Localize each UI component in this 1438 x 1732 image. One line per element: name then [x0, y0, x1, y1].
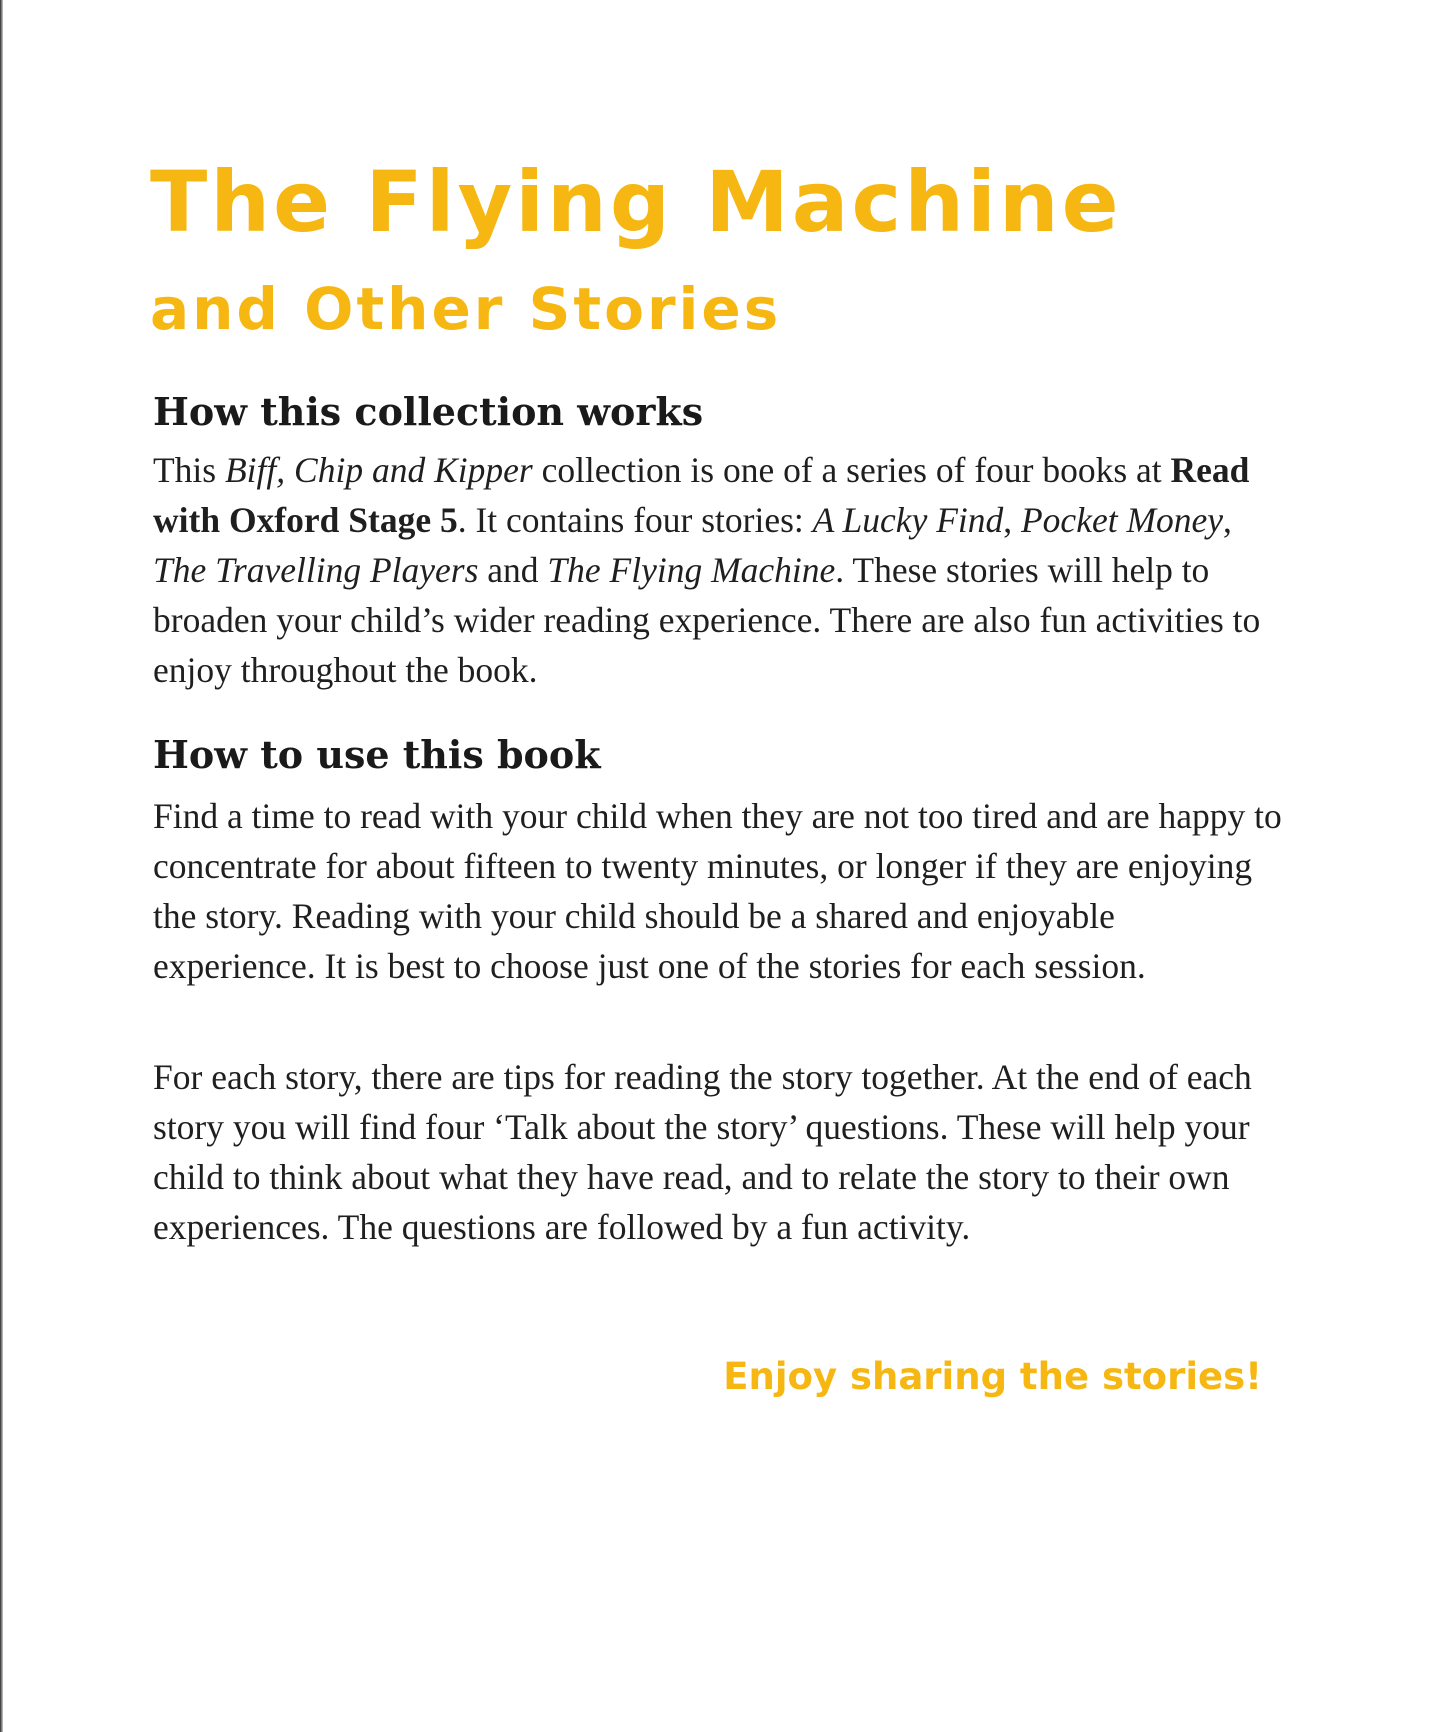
story-title: A Lucky Find [812, 500, 1004, 540]
book-subtitle: and Other Stories [150, 275, 782, 343]
series-name: Biff, Chip and Kipper [225, 450, 533, 490]
stage-name: Read with Oxford Stage 5 [153, 450, 1250, 540]
text-run: , [1003, 500, 1021, 540]
section-heading-collection: How this collection works [153, 389, 704, 434]
story-title: Pocket Money [1021, 500, 1224, 540]
usage-paragraph-1: Find a time to read with your child when they are not too tired and are happy to concentrate for about fifteen to twenty minutes, or longer if they are enjoying the story. Reading with your child should be a shared and enjoyable experience. It is best to choose just one of the stories for each session. [153, 796, 1282, 986]
section-heading-usage: How to use this book [153, 732, 601, 777]
story-title: The Travelling Players [153, 550, 479, 590]
page-edge [0, 0, 3, 1732]
closing-message: Enjoy sharing the stories! [723, 1355, 1262, 1398]
text-run: , [1223, 500, 1232, 540]
book-title: The Flying Machine [150, 153, 1122, 251]
text-run: collection is one of a series of four books at [532, 450, 1171, 490]
text-run: . These stories will help to broaden your child’s wider reading experience. There are also fun activities to enjoy throughout the book. [153, 550, 1261, 690]
story-title: The Flying Machine [547, 550, 836, 590]
collection-paragraph [153, 445, 1283, 695]
text-run: and [478, 550, 548, 590]
usage-paragraph-2: For each story, there are tips for reading the story together. At the end of each story you will find four ‘Talk about the story’ questions. These will help your child to think about what they have read, and to relate the story to their own experiences. The questions are followed by a fun activity. [153, 1057, 1252, 1247]
text-run: . It contains four stories: [457, 500, 813, 540]
text-run: This [153, 450, 225, 490]
